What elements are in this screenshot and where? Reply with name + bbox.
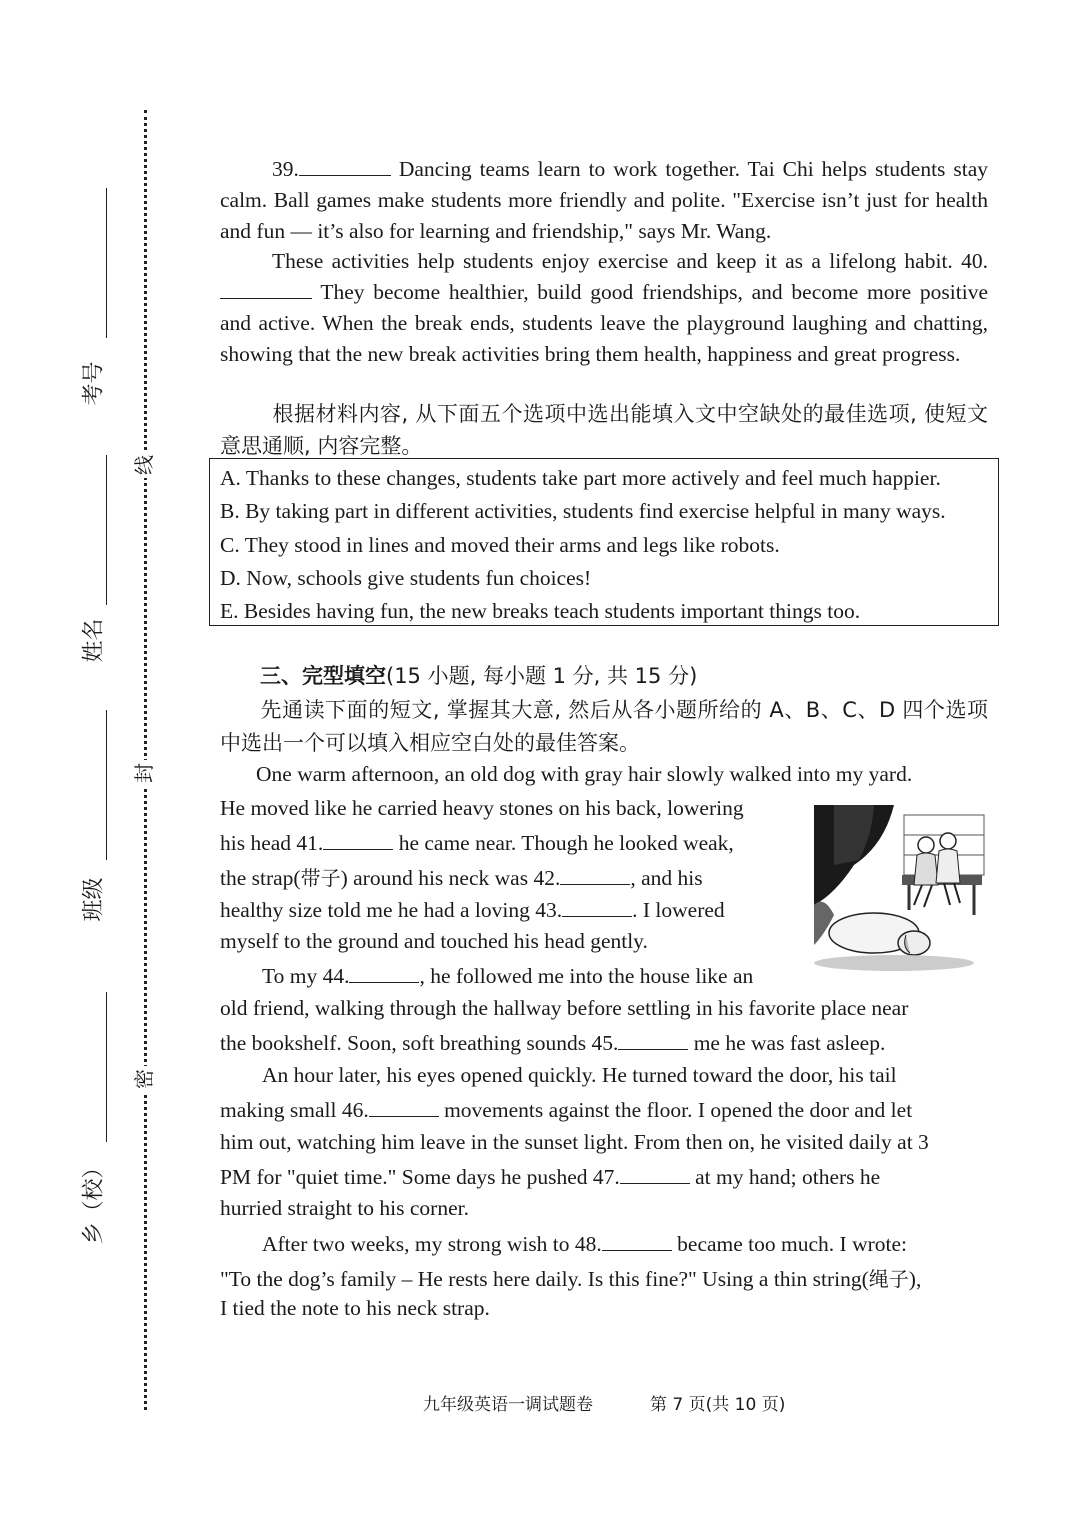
cloze-line-16b: ), — [908, 1267, 922, 1291]
person-2-body — [936, 849, 960, 883]
paragraph-39-text: Dancing teams learn to work together. Tai Chi helps students stay calm. Ball games make students more friendly and polite. "Exercise isn’t just for health and fun — it’s also for learning and friendship," says Mr. Wang. — [220, 157, 988, 243]
blank-39 — [299, 155, 391, 176]
section-3-title: 三、完型填空 — [260, 664, 386, 688]
option-b: B. By taking part in different activities, students find exercise helpful in many ways. — [220, 499, 946, 523]
cloze-line-3 — [220, 829, 734, 856]
cloze-line-9a: the bookshelf. Soon, soft breathing sounds 45. — [220, 1031, 619, 1055]
cloze-line-12: him out, watching him leave in the sunset light. From then on, he visited daily at 3 — [220, 1130, 929, 1154]
label-kaohao: 考号 — [80, 361, 106, 406]
cloze-line-15b: became too much. I wrote: — [671, 1232, 908, 1256]
blank-47 — [620, 1163, 690, 1184]
seal-feng: 封 — [132, 760, 158, 786]
dog-head — [898, 931, 930, 955]
section-3-instruction-text: 先通读下面的短文, 掌握其大意, 然后从各小题所给的 A、B、C、D 四个选项中选出一个可以填入相应空白处的最佳答案。 — [220, 698, 988, 755]
cloze-line-9b: me he was fast asleep. — [688, 1031, 886, 1055]
person-1-head — [918, 837, 934, 853]
ground-shadow — [814, 955, 974, 971]
cloze-line-7a: To my 44. — [262, 964, 350, 988]
blank-41 — [323, 829, 393, 850]
cloze-line-2: He moved like he carried heavy stones on his back, lowering — [220, 796, 744, 820]
cloze-line-5b: . I lowered — [632, 898, 725, 922]
cloze-line-5a: healthy size told me he had a loving 43. — [220, 898, 563, 922]
rule-kaohao — [106, 188, 107, 338]
section-3-header — [260, 660, 697, 690]
cloze-line-6: myself to the ground and touched his head gently. — [220, 929, 648, 953]
seal-xian: 线 — [132, 452, 158, 478]
option-a: A. Thanks to these changes, students take part more actively and feel much happier. — [220, 466, 941, 490]
question-number-39: 39. — [272, 157, 299, 181]
paragraph-39 — [220, 154, 988, 247]
instruction-top — [220, 398, 988, 462]
blank-40 — [220, 278, 312, 299]
option-d: D. Now, schools give students fun choices! — [220, 566, 592, 590]
cloze-line-16 — [220, 1263, 921, 1292]
cloze-line-7b: , he followed me into the house like an — [419, 964, 754, 988]
footer-page: 第 7 页(共 10 页) — [650, 1395, 786, 1415]
cloze-line-8: old friend, walking through the hallway before settling in his favorite place near — [220, 996, 909, 1020]
cloze-line-16-cn: 绳子 — [868, 1267, 909, 1291]
section-3-score: (15 小题, 每小题 1 分, 共 15 分) — [386, 664, 698, 688]
blank-42 — [560, 864, 630, 885]
blank-45 — [618, 1029, 688, 1050]
cloze-line-4-cn: 带子 — [300, 866, 341, 890]
instruction-top-text: 根据材料内容, 从下面五个选项中选出能填入文中空缺处的最佳选项, 使短文意思通顺, 内容完整。 — [220, 402, 988, 458]
person-1-body — [914, 853, 938, 885]
cloze-line-10: An hour later, his eyes opened quickly. He turned toward the door, his tail — [262, 1063, 897, 1087]
cloze-line-7 — [262, 962, 753, 989]
label-xiangxiao: 乡（校） — [80, 1156, 106, 1245]
cloze-line-15a: After two weeks, my strong wish to 48. — [262, 1232, 602, 1256]
seal-mi: 密 — [132, 1066, 158, 1092]
cloze-line-5 — [220, 896, 725, 923]
cloze-line-14: hurried straight to his corner. — [220, 1196, 469, 1220]
cloze-line-3a: his head 41. — [220, 831, 324, 855]
cloze-line-13a: PM for "quiet time." Some days he pushed 47. — [220, 1165, 620, 1189]
rule-xiangxiao — [106, 992, 107, 1142]
paragraph-40-text-1: These activities help students enjoy exercise and keep it as a lifelong habit. — [272, 249, 953, 273]
cloze-line-11b: movements against the floor. I opened the door and let — [438, 1098, 913, 1122]
rule-xingming — [106, 455, 107, 605]
cloze-line-16a: "To the dog’s family – He rests here daily. Is this fine?" Using a thin string( — [220, 1267, 869, 1291]
footer-title: 九年级英语一调试题卷 — [423, 1395, 593, 1415]
cloze-line-11a: making small 46. — [220, 1098, 369, 1122]
cloze-line-4b: ) around his neck was 42. — [340, 866, 561, 890]
blank-48 — [602, 1230, 672, 1251]
cloze-line-15 — [262, 1230, 907, 1257]
option-c: C. They stood in lines and moved their arms and legs like robots. — [220, 533, 780, 557]
blank-46 — [369, 1096, 439, 1117]
cloze-line-4 — [220, 862, 703, 891]
person-2-head — [940, 833, 956, 849]
blank-43 — [562, 896, 632, 917]
section-3-instruction — [220, 694, 988, 760]
option-e: E. Besides having fun, the new breaks teach students important things too. — [220, 599, 861, 623]
cloze-line-11 — [220, 1096, 912, 1123]
cloze-line-4c: , and his — [630, 866, 703, 890]
rule-banji — [106, 710, 107, 860]
cloze-line-3b: he came near. Though he looked weak, — [393, 831, 734, 855]
dog-couple-illustration — [814, 805, 986, 975]
label-banji: 班级 — [80, 877, 106, 922]
cloze-line-9 — [220, 1029, 885, 1056]
paragraph-40 — [220, 246, 988, 370]
cloze-line-13b: at my hand; others he — [689, 1165, 881, 1189]
cloze-line-17: I tied the note to his neck strap. — [220, 1296, 490, 1320]
blank-44 — [349, 962, 419, 983]
cloze-line-13 — [220, 1163, 880, 1190]
label-xingming: 姓名 — [80, 618, 106, 663]
cloze-line-4a: the strap( — [220, 866, 301, 890]
question-number-40: 40. — [961, 249, 989, 273]
cloze-line-1: One warm afternoon, an old dog with gray hair slowly walked into my yard. — [256, 762, 913, 786]
paragraph-40-text-2: They become healthier, build good friendships, and become more positive and active. When the break ends, students leave the playground laughing and chatting, showing that the new break activities bring them health, happiness and great progress. — [220, 280, 988, 366]
